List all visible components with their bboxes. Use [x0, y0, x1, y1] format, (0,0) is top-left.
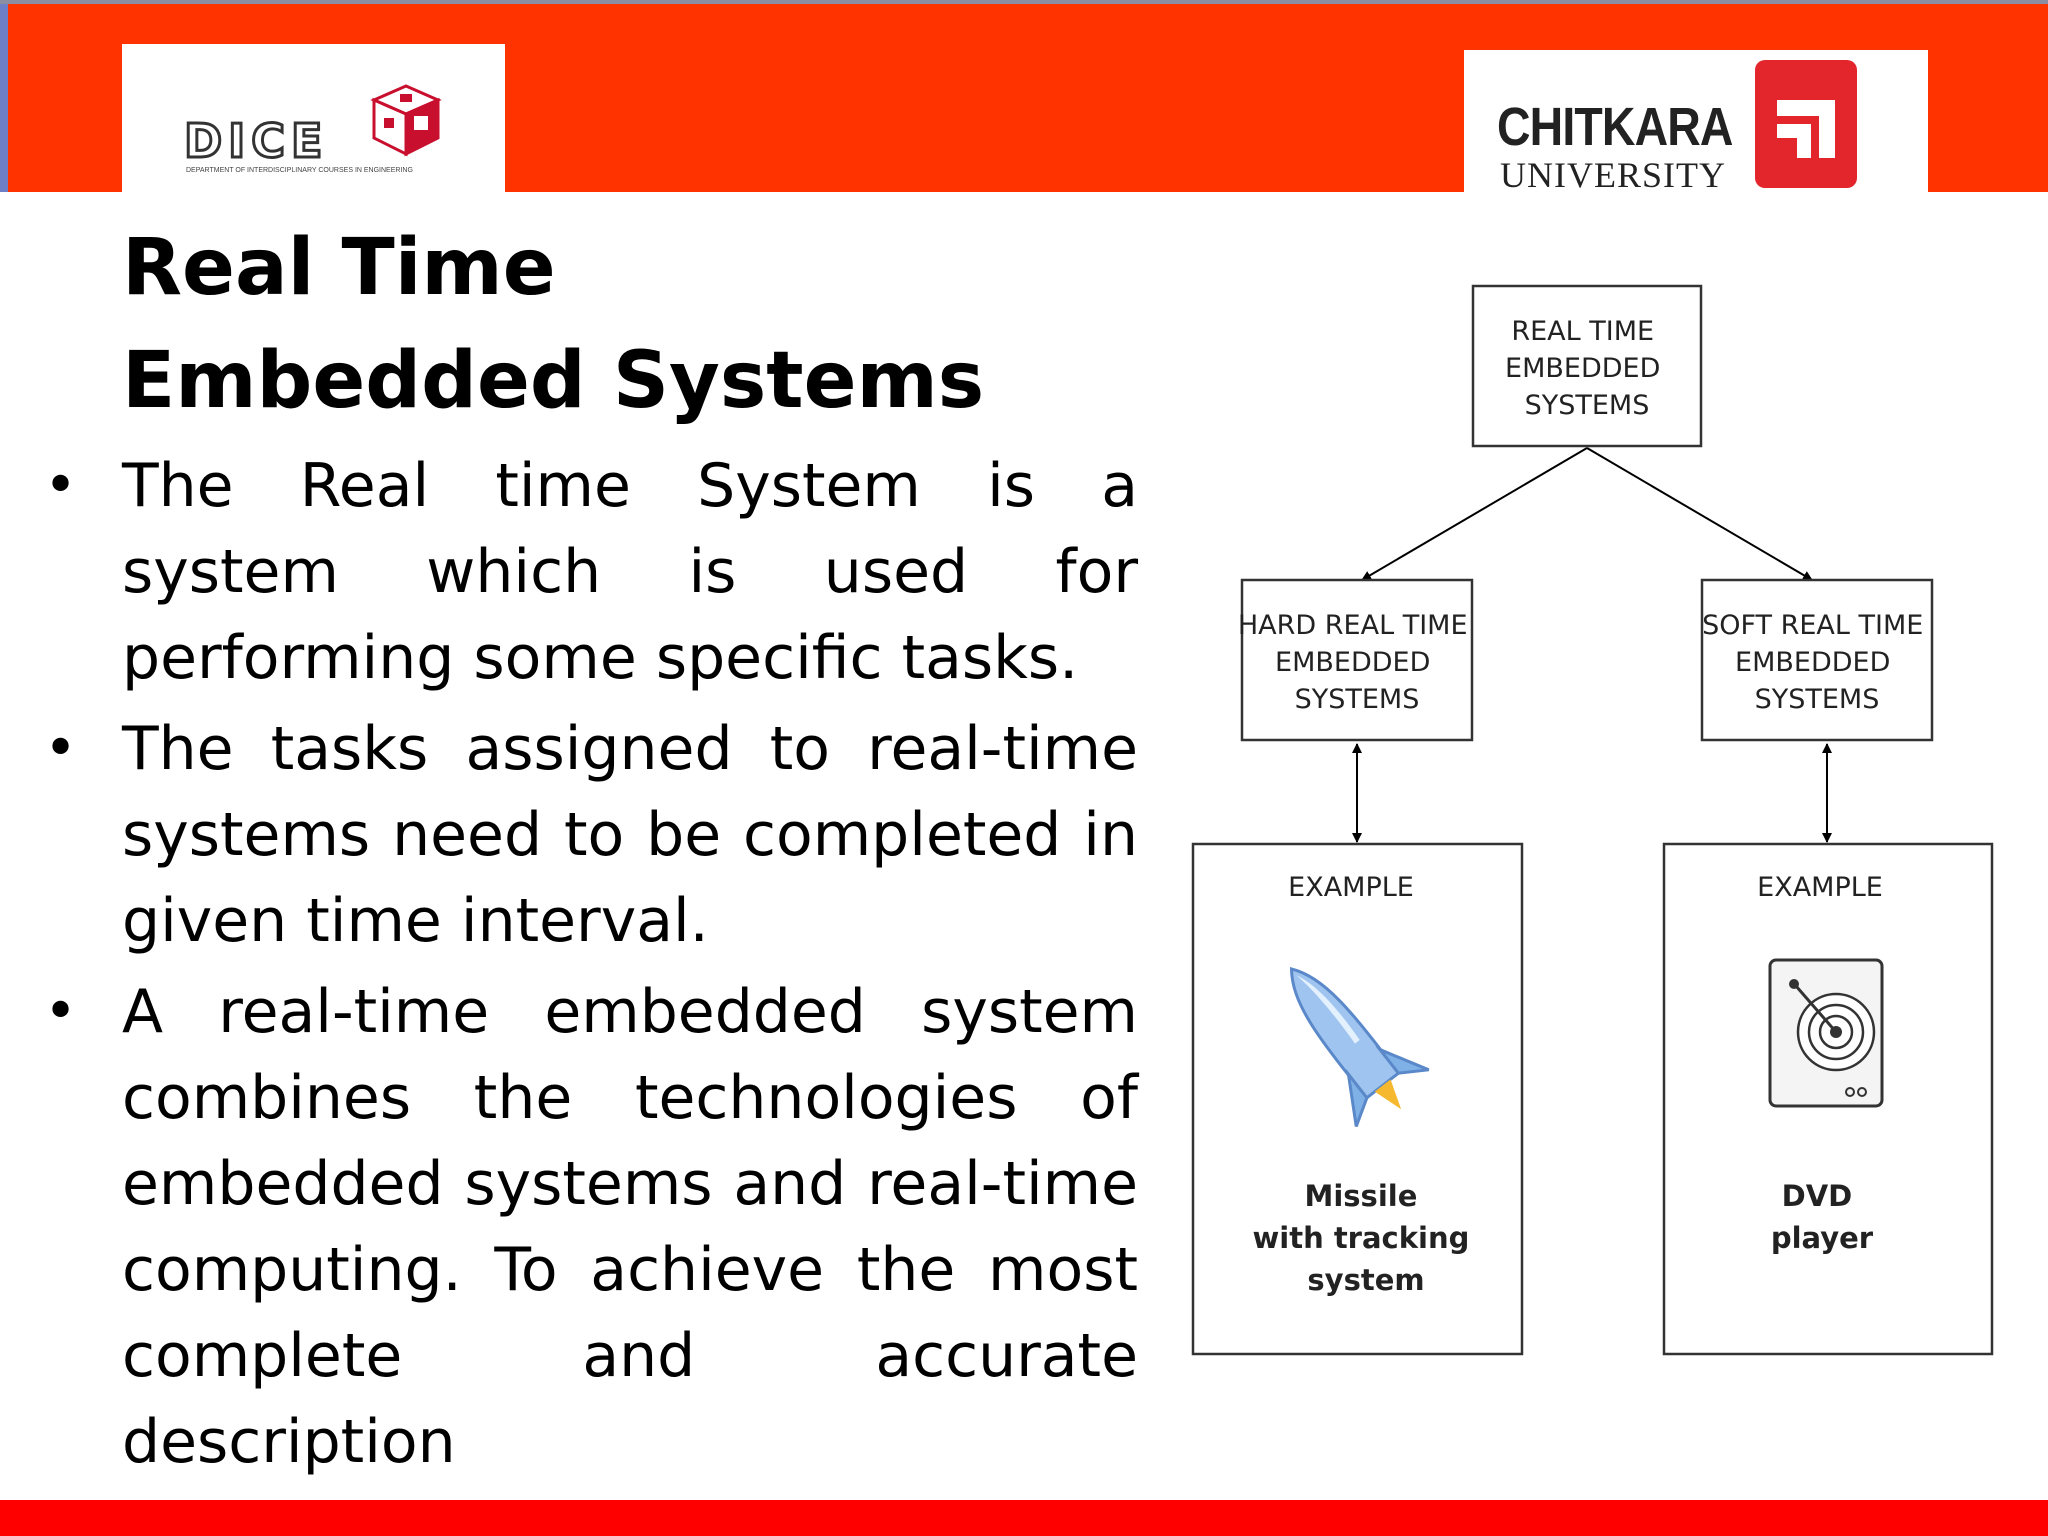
hard-label-line: SYSTEMS [1294, 684, 1420, 715]
bullet-list [0, 443, 1138, 1490]
dice-logo [122, 44, 505, 196]
bullet-marker: • [44, 979, 78, 1044]
bullet-text: A real-time embedded system combines the technologies of embedded systems and real-time computing. To achieve the most complete and accurate description [122, 977, 1138, 1477]
svg-text:REAL TIME EMBEDDED SYS [1505, 316, 1669, 421]
bullet-item [0, 443, 1138, 701]
hard-example-line: Missile [1304, 1179, 1418, 1213]
hard-label-line: HARD REAL TIME [1237, 610, 1468, 641]
chitkara-mark-icon [1755, 60, 1857, 188]
bullet-marker: • [44, 716, 78, 781]
branch-arrow-hard [1362, 448, 1587, 580]
dvd-player-icon [1770, 960, 1882, 1106]
header-band [0, 0, 2048, 195]
soft-example-line: player [1770, 1221, 1874, 1255]
bullet-item [0, 706, 1138, 964]
rtes-classification-diagram [1180, 270, 2010, 1370]
hard-example-heading: EXAMPLE [1288, 872, 1414, 903]
soft-label-line: SYSTEMS [1754, 684, 1880, 715]
footer-band [0, 1500, 2048, 1536]
soft-label-line: SOFT REAL TIME [1702, 610, 1924, 641]
root-label-line: EMBEDDED [1505, 353, 1661, 384]
soft-label-line: EMBEDDED [1735, 647, 1891, 678]
chitkara-logo [1464, 50, 1928, 196]
hard-example-line: with tracking [1252, 1221, 1470, 1255]
chitkara-subtitle: UNIVERSITY [1500, 155, 1726, 195]
bullet-text: The Real time System is a system which is used for performing some specific tasks. [122, 451, 1138, 693]
dice-wordmark: DICE [184, 114, 329, 168]
bullet-item [0, 969, 1138, 1485]
bullet-marker: • [44, 453, 78, 518]
chitkara-wordmark: CHITKARA [1497, 97, 1733, 157]
soft-example-heading: EXAMPLE [1757, 872, 1883, 903]
hard-label-line: EMBEDDED [1275, 647, 1431, 678]
soft-example-line: DVD [1781, 1179, 1853, 1213]
root-label-line: SYSTEMS [1524, 390, 1650, 421]
dice-subtitle: DEPARTMENT OF INTERDISCIPLINARY COURSES IN ENGINEERING [186, 167, 413, 174]
hard-example-line: system [1307, 1263, 1425, 1297]
branch-arrow-soft [1587, 448, 1812, 580]
slide-title: Real Time Embedded Systems [122, 223, 985, 426]
root-label-line: REAL TIME [1511, 316, 1655, 347]
bullet-text: The tasks assigned to real-time systems need to be completed in given time interval. [122, 714, 1138, 956]
dice-cube-icon [370, 82, 442, 160]
